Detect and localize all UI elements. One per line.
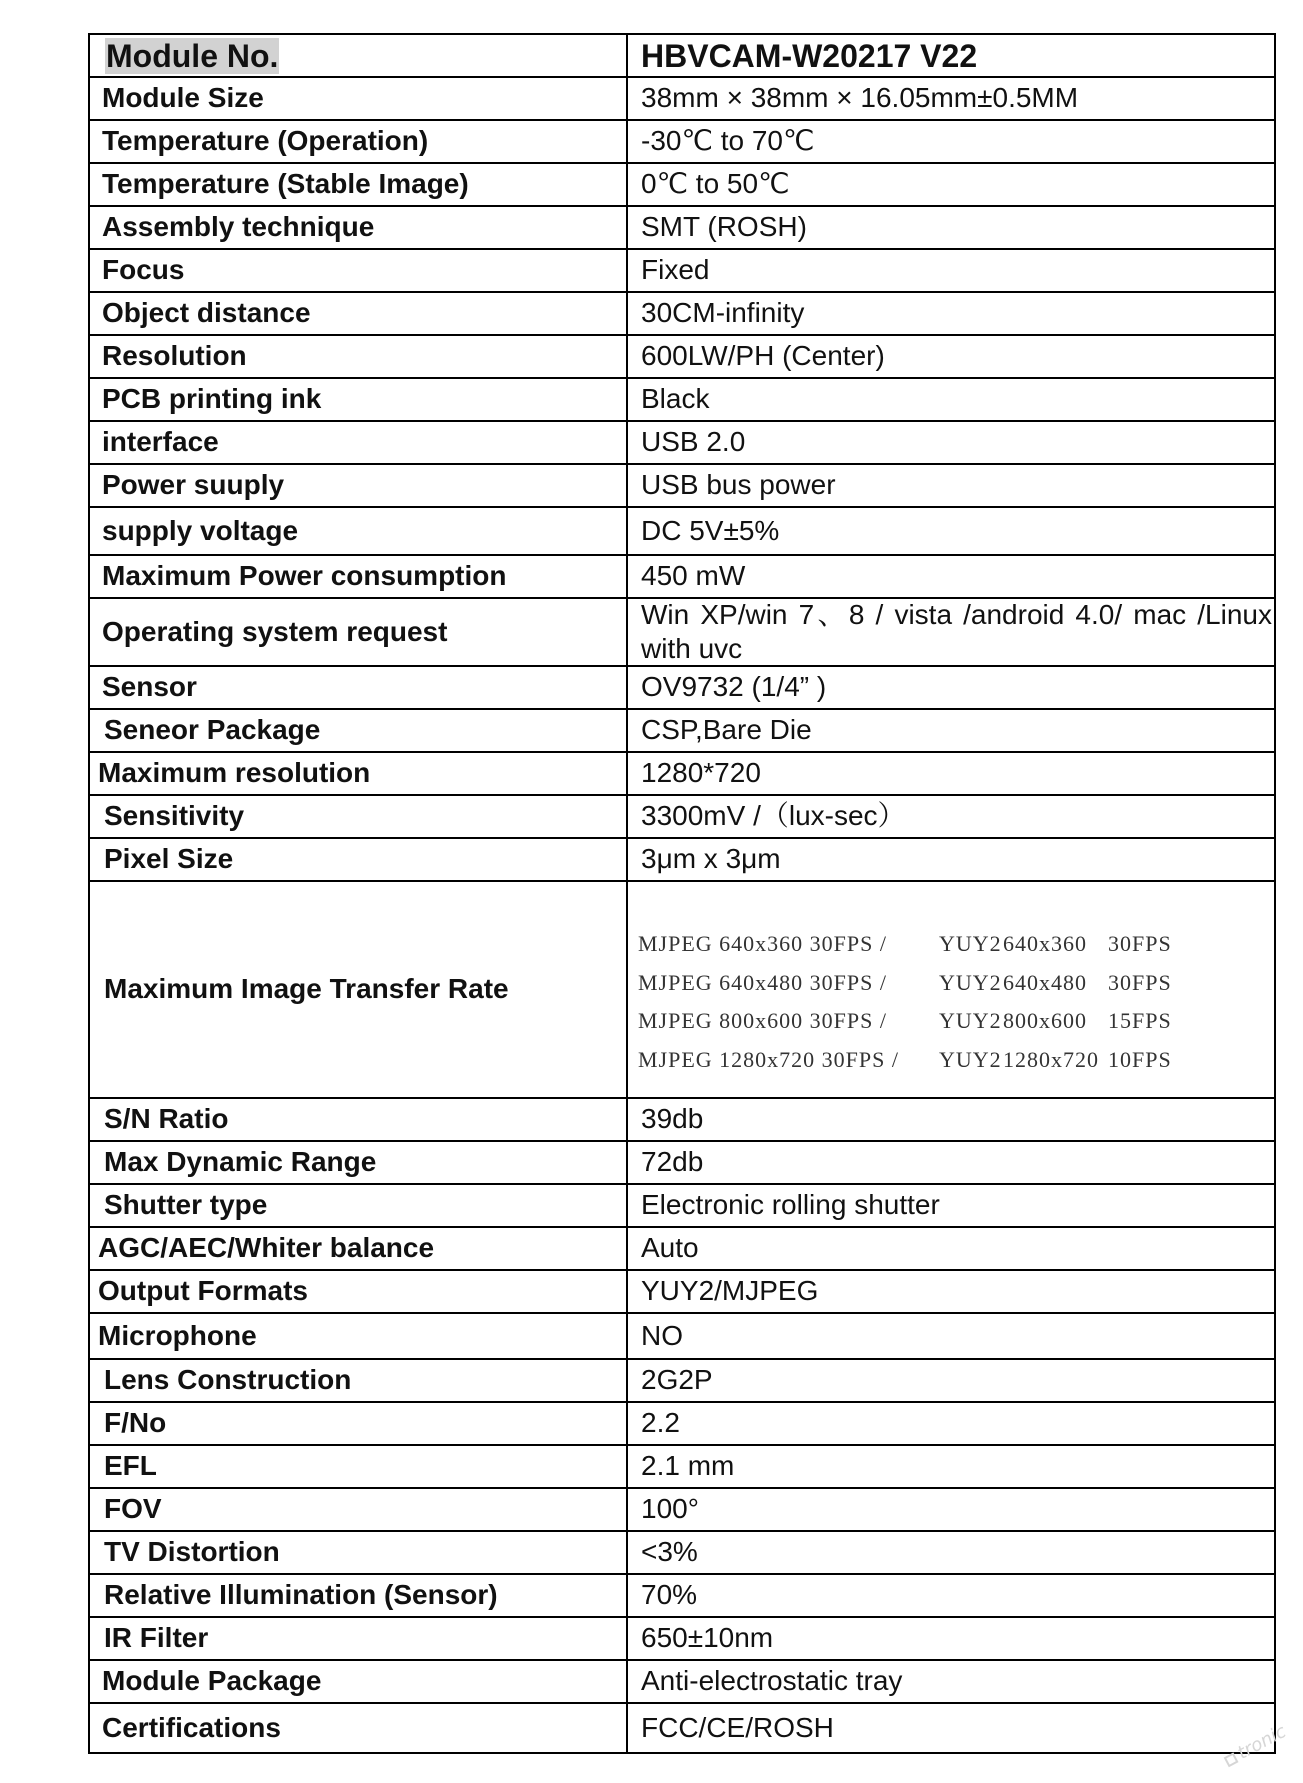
spec-label: Sensitivity (90, 796, 628, 837)
yuy2-resolution: 1280x720 (1003, 1046, 1099, 1072)
spec-row (90, 1099, 1274, 1142)
spec-row (90, 1403, 1274, 1446)
spec-value: 100° (641, 1493, 699, 1525)
yuy2-format: YUY2 (939, 1008, 1002, 1033)
spec-row-os-request (90, 599, 1274, 667)
spec-label: EFL (90, 1446, 628, 1487)
spec-label: Maximum resolution (90, 753, 628, 794)
spec-label: TV Distortion (90, 1532, 628, 1573)
spec-value: 30CM-infinity (641, 297, 805, 329)
spec-label: Module Package (90, 1661, 628, 1702)
mjpeg-mode: MJPEG 1280x720 30FPS / (638, 1046, 900, 1072)
spec-value: 2G2P (641, 1364, 713, 1396)
spec-value: 1280*720 (641, 757, 761, 789)
spec-value: 650±10nm (641, 1622, 774, 1654)
spec-value: 3μm x 3μm (641, 843, 781, 875)
yuy2-fps: 30FPS (1108, 969, 1172, 995)
yuy2-resolution: 800x600 (1003, 1008, 1087, 1033)
spec-label: Shutter type (90, 1185, 628, 1226)
module-no-value: HBVCAM-W20217 V22 (641, 37, 978, 74)
spec-label: Relative Illumination (Sensor) (90, 1575, 628, 1616)
mjpeg-mode: MJPEG 800x600 30FPS / (638, 1008, 888, 1033)
spec-row (90, 293, 1274, 336)
spec-row (90, 1575, 1274, 1618)
spec-row (90, 465, 1274, 508)
spec-value: USB 2.0 (641, 426, 746, 458)
spec-label: Temperature (Stable Image) (90, 164, 628, 205)
spec-value: Black (641, 383, 710, 415)
watermark-text: tronic (1234, 1720, 1290, 1764)
spec-row (90, 121, 1274, 164)
spec-row (90, 1228, 1274, 1271)
spec-value: 70% (641, 1579, 698, 1611)
spec-value: 38mm × 38mm × 16.05mm±0.5MM (641, 82, 1079, 114)
spec-label: Seneor Package (90, 710, 628, 751)
spec-value: DC 5V±5% (641, 514, 780, 546)
spec-value: Anti-electrostatic tray (641, 1665, 903, 1697)
spec-row (90, 250, 1274, 293)
spec-row-transfer-rate (90, 882, 1274, 1099)
spec-label: Sensor (90, 667, 628, 708)
yuy2-resolution: 640x360 (1003, 931, 1087, 956)
header-row (90, 35, 1274, 78)
transfer-rate-modes (628, 882, 1274, 1097)
spec-table (88, 33, 1276, 1754)
os-request-value (628, 599, 1274, 665)
spec-label: S/N Ratio (90, 1099, 628, 1140)
spec-label: Maximum Image Transfer Rate (90, 882, 628, 1097)
mjpeg-mode: MJPEG 640x480 30FPS / (638, 969, 888, 995)
transfer-mode-line (638, 1041, 1274, 1080)
spec-label: IR Filter (90, 1618, 628, 1659)
spec-label: Focus (90, 250, 628, 291)
spec-label: Power suuply (90, 465, 628, 506)
spec-row (90, 667, 1274, 710)
spec-value: 39db (641, 1103, 704, 1135)
spec-row (90, 1314, 1274, 1360)
os-request-lines (641, 599, 1272, 665)
spec-value: Auto (641, 1232, 699, 1264)
spec-label: supply voltage (90, 508, 628, 554)
spec-label: Temperature (Operation) (90, 121, 628, 162)
spec-value: FCC/CE/ROSH (641, 1711, 834, 1743)
spec-label: Object distance (90, 293, 628, 334)
spec-row (90, 336, 1274, 379)
spec-label: Max Dynamic Range (90, 1142, 628, 1183)
spec-value: CSP,Bare Die (641, 714, 812, 746)
spec-row (90, 1704, 1274, 1754)
spec-value: 3300mV /（lux-sec） (641, 800, 906, 832)
watermark-logo-icon (1223, 1752, 1238, 1767)
spec-label: Resolution (90, 336, 628, 377)
spec-row (90, 556, 1274, 599)
spec-row (90, 1271, 1274, 1314)
yuy2-fps: 30FPS (1108, 931, 1172, 956)
spec-value: -30℃ to 70℃ (641, 125, 815, 157)
spec-row (90, 710, 1274, 753)
spec-value: Electronic rolling shutter (641, 1189, 940, 1221)
spec-label: FOV (90, 1489, 628, 1530)
spec-label: Module Size (90, 78, 628, 119)
yuy2-format: YUY2 (939, 969, 1002, 995)
spec-value: 0℃ to 50℃ (641, 168, 790, 200)
spec-row (90, 78, 1274, 121)
spec-row (90, 422, 1274, 465)
os-request-line: with uvc (641, 633, 743, 664)
spec-label: Pixel Size (90, 839, 628, 880)
spec-value: 450 mW (641, 560, 746, 592)
spec-value: 2.2 (641, 1407, 680, 1439)
yuy2-format: YUY2 (939, 931, 1002, 956)
spec-label: F/No (90, 1403, 628, 1444)
spec-row (90, 1661, 1274, 1704)
spec-value: <3% (641, 1536, 698, 1568)
spec-row (90, 1489, 1274, 1532)
spec-row (90, 379, 1274, 422)
spec-row (90, 839, 1274, 882)
spec-row (90, 1360, 1274, 1403)
spec-row (90, 1185, 1274, 1228)
spec-label: Operating system request (90, 599, 628, 665)
spec-value: SMT (ROSH) (641, 211, 807, 243)
spec-value: 72db (641, 1146, 704, 1178)
spec-row (90, 164, 1274, 207)
spec-label: Lens Construction (90, 1360, 628, 1401)
yuy2-fps: 15FPS (1108, 1008, 1172, 1033)
spec-row (90, 508, 1274, 556)
spec-value: 600LW/PH (Center) (641, 340, 885, 372)
spec-value: Fixed (641, 254, 710, 286)
spec-row (90, 1446, 1274, 1489)
spec-value: OV9732 (1/4” ) (641, 671, 827, 703)
spec-value: NO (641, 1319, 683, 1351)
yuy2-fps: 10FPS (1108, 1046, 1172, 1072)
spec-label: Certifications (90, 1704, 628, 1752)
spec-row (90, 1532, 1274, 1575)
spec-row (90, 753, 1274, 796)
spec-label: AGC/AEC/Whiter balance (90, 1228, 628, 1269)
spec-row (90, 1142, 1274, 1185)
mjpeg-mode: MJPEG 640x360 30FPS / (638, 931, 888, 956)
spec-label: Output Formats (90, 1271, 628, 1312)
transfer-mode-line (638, 964, 1274, 1003)
spec-value: 2.1 mm (641, 1450, 735, 1482)
spec-label: PCB printing ink (90, 379, 628, 420)
spec-row (90, 1618, 1274, 1661)
module-no-label-cell (90, 35, 628, 76)
transfer-mode-line (638, 925, 1274, 964)
spec-label: Maximum Power consumption (90, 556, 628, 597)
yuy2-format: YUY2 (939, 1046, 1002, 1072)
spec-row (90, 796, 1274, 839)
spec-row (90, 207, 1274, 250)
spec-value: USB bus power (641, 469, 836, 501)
os-request-line: Win XP/win 7、8 / vista /android 4.0/ mac /Linux (641, 599, 1272, 630)
spec-value: YUY2/MJPEG (641, 1275, 819, 1307)
yuy2-resolution: 640x480 (1003, 969, 1087, 995)
module-no-label: Module No. (106, 37, 279, 74)
spec-label: interface (90, 422, 628, 463)
transfer-mode-line (638, 1002, 1274, 1041)
spec-label: Microphone (90, 1314, 628, 1358)
spec-label: Assembly technique (90, 207, 628, 248)
